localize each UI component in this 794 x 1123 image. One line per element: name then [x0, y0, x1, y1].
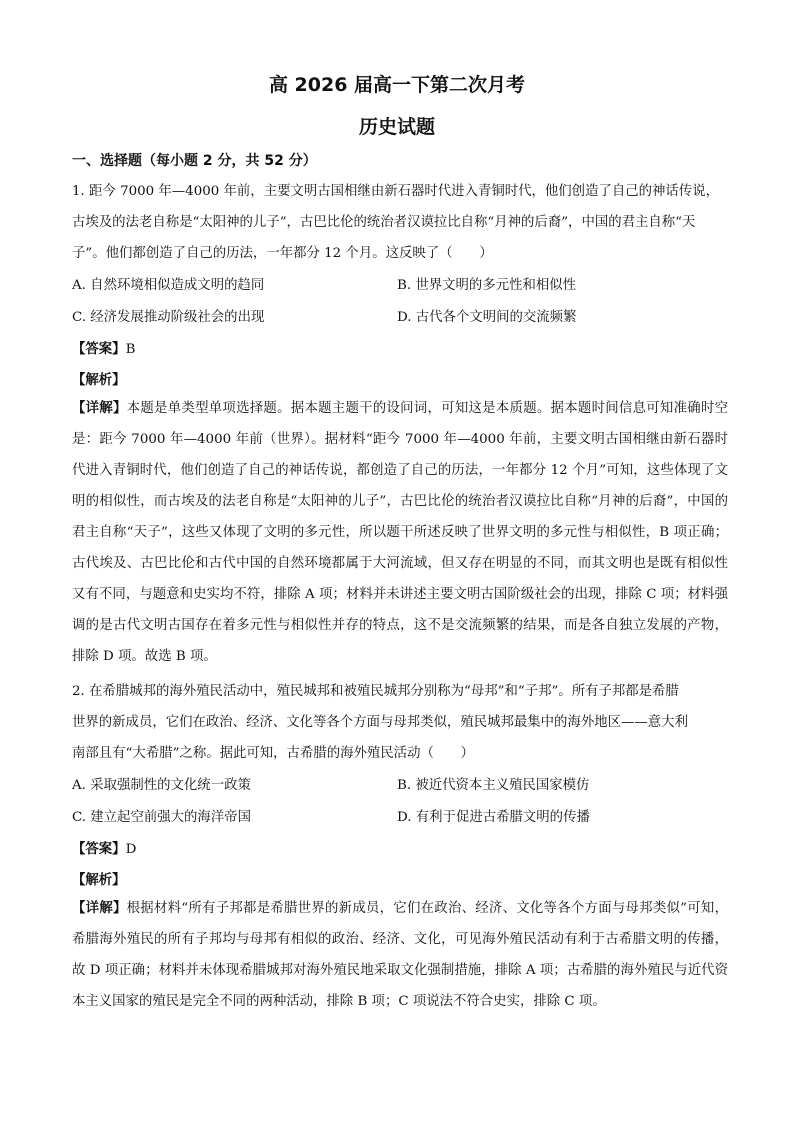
q1-detail-label: 【详解】 — [72, 401, 127, 416]
exam-subtitle: 历史试题 — [358, 116, 435, 138]
q2-answer-label: 【答案】 — [72, 842, 126, 857]
q1-option-d: D. 古代各个文明间的交流频繁 — [397, 310, 577, 325]
q2-detail — [72, 893, 728, 1017]
q1-stem-line-3: 子”。他们都创造了自己的历法，一年都分 12 个月。这反映了（ ） — [72, 246, 493, 261]
q2-option-b: B. 被近代资本主义殖民国家模仿 — [397, 778, 590, 793]
q2-option-c: C. 建立起空前强大的海洋帝国 — [72, 810, 251, 825]
q1-answer-label: 【答案】 — [72, 342, 126, 357]
q1-stem-line-2: 古埃及的法老自称是“太阳神的儿子”，古巴比伦的统治者汉谟拉比自称“月神的后裔”，中国的君主自称“天 — [72, 215, 696, 230]
q2-stem-line-1: 2. 在希腊城邦的海外殖民活动中，殖民城邦和被殖民城邦分别称为“母邦”和“子邦”。所有子邦都是希腊 — [72, 684, 679, 699]
q2-detail-text: 根据材料“所有子邦都是希腊世界的新成员，它们在政治、经济、文化等各个方面与母邦类似”可知，希腊海外殖民的所有子邦均与母邦有相似的政治、经济、文化，可见海外殖民活动有利于古希腊文明的传播，故 D 项正确；材料并未体现希腊城邦对海外殖民地采取文化强制措施，排除 A 项；古希腊的海外殖民与近代资本主义国家的殖民是完全不同的两种活动，排除 B 项；C 项说法不符合史实，排除 C 项。 — [72, 901, 728, 1009]
q1-answer — [72, 338, 135, 357]
q2-stem-line-3: 南部且有“大希腊”之称。据此可知，古希腊的海外殖民活动（ ） — [72, 746, 475, 761]
q2-answer — [72, 838, 136, 857]
q1-detail — [72, 393, 728, 672]
q2-detail-label: 【详解】 — [72, 901, 127, 916]
q2-analysis-label: 【解析】 — [72, 873, 126, 888]
q1-option-b: B. 世界文明的多元性和相似性 — [397, 278, 577, 293]
section-heading: 一、选择题（每小题 2 分，共 52 分） — [72, 153, 317, 169]
q1-option-a: A. 自然环境相似造成文明的趋同 — [72, 278, 265, 293]
q2-answer-value: D — [125, 842, 137, 857]
q1-answer-value: B — [125, 342, 136, 357]
q2-stem-line-2: 世界的新成员，它们在政治、经济、文化等各个方面与母邦类似，殖民城邦最集中的海外地区——意大利 — [72, 715, 688, 730]
q2-option-d: D. 有利于促进古希腊文明的传播 — [397, 810, 590, 825]
q1-detail-text: 本题是单类型单项选择题。据本题主题干的设问词，可知这是本质题。据本题时间信息可知准确时空是：距今 7000 年—4000 年前（世界）。据材料“距今 7000 年—4000 年前，主要文明古国相继由新石器时代进入青铜时代，他们创造了自己的神话传说，都创造了自己的历法，一年都分 12 个月”可知，这些体现了文明的相似性，而古埃及的法老自称是“太阳神的儿子”，古巴比伦的统治者汉谟拉比自称“月神的后裔”，中国的君主自称“天子”，这些又体现了文明的多元性，所以题干所述反映了世界文明的多元性与相似性，B 项正确；古代埃及、古巴比伦和古代中国的自然环境都属于大河流域，但又存在明显的不同，而其文明也是既有相似性又有不同，与题意和史实均不符，排除 A 项；材料并未讲述主要文明古国阶级社会的出现，排除 C 项；材料强调的是古代文明古国存在着多元性与相似性并存的特点，这不是交流频繁的结果，而是各自独立发展的产物，排除 D 项。故选 B 项。 — [72, 401, 729, 664]
q1-stem-line-1: 1. 距今 7000 年—4000 年前，主要文明古国相继由新石器时代进入青铜时代，他们创造了自己的神话传说， — [72, 184, 719, 199]
q1-option-c: C. 经济发展推动阶级社会的出现 — [72, 310, 265, 325]
q2-option-a: A. 采取强制性的文化统一政策 — [72, 778, 251, 793]
exam-title: 高 2026 届高一下第二次月考 — [268, 74, 526, 96]
q1-analysis-label: 【解析】 — [72, 373, 126, 388]
